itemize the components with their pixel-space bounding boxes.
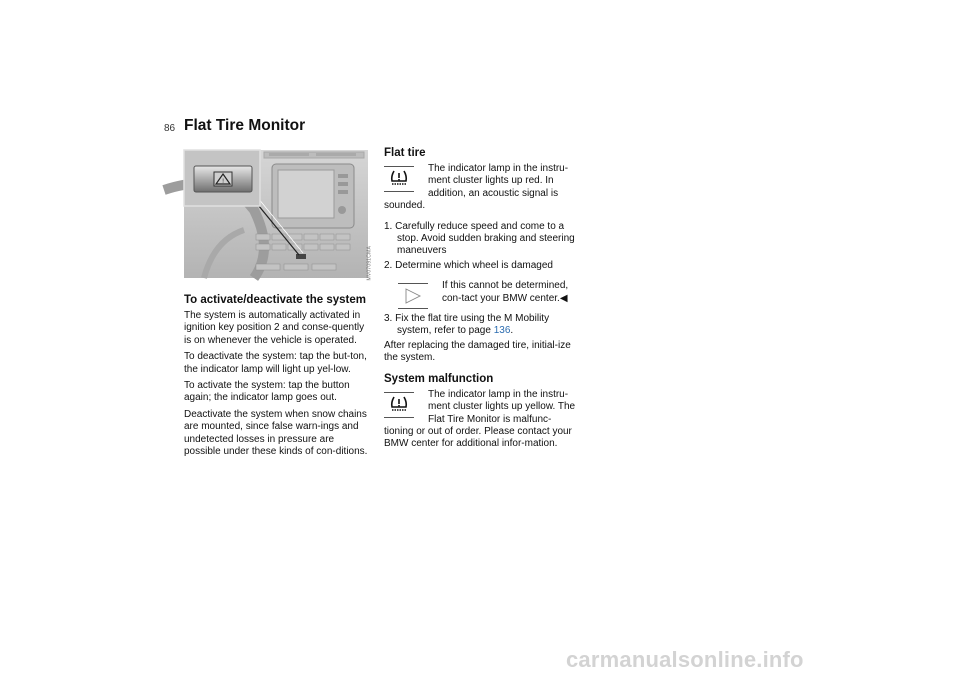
dashboard-illustration (184, 150, 368, 278)
page-number: 86 (164, 123, 176, 134)
malfunction-warning-block (384, 389, 578, 455)
note-triangle-icon (398, 283, 428, 309)
step-text: 3. Fix the flat tire using the M Mobility system, refer to page (384, 313, 550, 337)
paragraph: Deactivate the system when snow chains are mounted, since false warn-ings and undetected losses in pressure are possible under these kinds of con-ditions. (184, 408, 368, 458)
figure-code: MV07091CMA (367, 246, 373, 281)
tire-pressure-warning-icon (384, 392, 414, 418)
watermark: carmanualsonline.info (566, 647, 804, 672)
right-column (384, 147, 578, 455)
malfunction-text: The indicator lamp in the instru-ment cluster lights up yellow. The Flat Tire Monitor is malfunc-tioning or out of order. Please contact your BMW center for additional infor-mation. (384, 388, 576, 450)
note-content: If this cannot be determined, con-tact your BMW center. (442, 280, 569, 304)
malfunction-heading: System malfunction (384, 372, 494, 385)
end-mark: ◀ (559, 292, 568, 304)
page-link[interactable]: 136 (493, 325, 511, 337)
note-block (398, 280, 578, 305)
paragraph: The system is automatically activated in ignition key position 2 and conse-quently is on whenever the vehicle is operated. (184, 310, 365, 346)
list-item: 1. Carefully reduce speed and come to a stop. Avoid sudden braking and steering maneuvers (384, 220, 575, 257)
paragraph: To deactivate the system: tap the but-ton, the indicator lamp will light up yel-low. (184, 351, 367, 375)
flat-tire-intro: The indicator lamp in the instru-ment cluster lights up red. In addition, an acoustic signal is sounded. (384, 163, 569, 212)
tire-pressure-warning-icon (384, 166, 414, 192)
svg-text:!: ! (222, 178, 224, 185)
left-column (184, 150, 372, 462)
paragraph: To activate the system: tap the button again; the indicator lamp goes out. (184, 380, 350, 404)
flat-tire-heading: Flat tire (384, 147, 426, 159)
step-suffix: . (510, 325, 514, 337)
activate-heading: To activate/deactivate the system (184, 294, 366, 306)
dashboard-photo (184, 150, 373, 281)
page-title: Flat Tire Monitor (184, 117, 306, 134)
list-item (384, 313, 578, 338)
after-replacing-text: After replacing the damaged tire, initial-ize the system. (384, 339, 571, 364)
flat-tire-warning-block (384, 163, 578, 217)
steps-list-continued (384, 313, 578, 338)
steps-list (384, 221, 578, 273)
list-item: 2. Determine which wheel is damaged (384, 259, 553, 271)
